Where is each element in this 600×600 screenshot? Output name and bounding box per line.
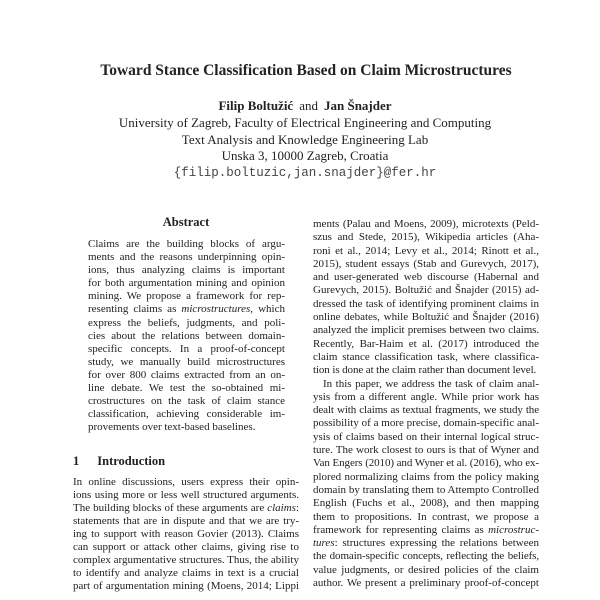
text-segment: szus and Stede, 2015), Wikipedia articles (Aha- — [313, 231, 539, 244]
text-line — [313, 284, 539, 297]
right-column-body — [313, 218, 539, 590]
text-segment: plored normalizing claims from the policy making — [313, 470, 539, 483]
text-line — [313, 245, 539, 258]
text-line — [313, 524, 539, 537]
text-segment: In online discussions, users express their opin- — [73, 476, 299, 488]
text-segment: : — [295, 502, 299, 514]
text-line — [313, 271, 539, 284]
text-line — [313, 311, 539, 324]
text-segment: analyzed the implicit premises between two claims. — [313, 324, 539, 337]
text-segment: provements over text-based baselines. — [88, 421, 256, 434]
text-line — [313, 550, 539, 563]
text-line — [73, 580, 299, 593]
text-segment: crostructures on the task of claim stance — [88, 395, 285, 408]
affiliation-lab: Text Analysis and Knowledge Engineering Lab — [181, 131, 429, 147]
text-segment: tion is done at the claim rather than document level. — [313, 364, 537, 377]
text-line — [73, 528, 299, 541]
text-segment: to identify and analyze claims in text is a crucial — [73, 567, 299, 579]
text-line — [313, 444, 539, 457]
text-line — [88, 317, 285, 330]
text-segment: Recently, Bar-Haim et al. (2017) introduced the — [313, 337, 539, 350]
introduction-body — [73, 476, 299, 593]
emphasized-text: microstructures — [181, 303, 251, 316]
text-line — [313, 231, 539, 244]
text-segment: ions using more or less well structured arguments. — [73, 489, 299, 501]
text-segment: mining. We propose a framework for rep- — [88, 290, 285, 303]
text-line — [313, 404, 539, 417]
text-line — [88, 238, 285, 251]
text-line — [313, 351, 539, 364]
section-number: 1 — [73, 454, 80, 468]
text-segment: for both argumentation mining and opinion — [88, 277, 285, 290]
text-line — [313, 537, 539, 550]
text-segment: ments and the reasons underpinning opin- — [88, 251, 285, 264]
author-line — [0, 98, 600, 115]
text-segment: can support or attack other claims, giving rise to — [73, 541, 299, 553]
text-segment: express the beliefs, judgments, and poli- — [88, 316, 285, 329]
text-line — [313, 457, 539, 470]
emphasized-text: tures — [313, 537, 335, 550]
text-line — [88, 277, 285, 290]
text-segment: dealt with claims as textual fragments, we study the — [313, 404, 539, 417]
text-line — [88, 408, 285, 421]
text-line — [313, 577, 539, 590]
text-segment: Gurevych, 2015). Boltužić and Šnajder (2015) ad- — [313, 284, 539, 297]
text-line — [313, 391, 539, 404]
text-segment: study, we manually build microstructures — [88, 355, 285, 368]
text-line — [88, 395, 285, 408]
text-line — [88, 290, 285, 303]
text-line — [313, 511, 539, 524]
text-segment: ysis from a different angle. While prior work has — [313, 390, 539, 403]
affiliation-block — [0, 115, 600, 181]
text-segment: value judgments, or desired policies of the claim — [313, 563, 539, 576]
text-segment: ments (Palau and Moens, 2009), microtexts (Peld- — [313, 218, 539, 230]
text-line — [73, 554, 299, 567]
text-line — [313, 378, 539, 391]
text-line — [88, 251, 285, 264]
text-segment: cies about the relations between domain- — [88, 329, 285, 342]
text-line — [313, 497, 539, 510]
affiliation-university: University of Zagreb, Faculty of Electrical Engineering and Computing — [118, 115, 492, 130]
text-line — [313, 484, 539, 497]
text-segment: Claims are the building blocks of argu- — [88, 238, 285, 250]
text-line — [88, 303, 285, 316]
paper-title: Toward Stance Classification Based on Claim Microstructures — [100, 62, 512, 79]
text-line — [88, 369, 285, 382]
text-segment: author. We present a preliminary proof-of-concept — [313, 577, 539, 590]
text-segment: claim stance classification task, where classifica- — [313, 350, 539, 363]
author-conjunction: and — [299, 98, 318, 113]
text-line — [313, 431, 539, 444]
text-line — [73, 567, 299, 580]
text-segment: ysis of claims based on their internal logical struc- — [313, 430, 539, 443]
text-segment: classification, achieving considerable im- — [88, 408, 285, 421]
text-segment: , which — [250, 303, 285, 316]
text-line — [88, 330, 285, 343]
text-line — [73, 502, 299, 515]
text-segment: Van Engers (2010) and Wyner et al. (2016), who ex- — [313, 457, 539, 470]
text-line — [313, 471, 539, 484]
text-segment: : structures expressing the relations between — [334, 537, 539, 550]
section-heading-introduction — [73, 453, 165, 469]
abstract-body — [88, 238, 285, 434]
text-line — [313, 324, 539, 337]
text-line — [313, 298, 539, 311]
text-line — [313, 364, 539, 377]
text-segment: English (Fuchs et al., 2008), and then mapping — [313, 497, 539, 510]
text-segment: online debates, while Boltužić and Šnajder (2016) — [313, 311, 539, 324]
text-line — [313, 338, 539, 351]
text-segment: them to propositions. In contrast, we propose a — [313, 510, 539, 523]
text-line — [73, 541, 299, 554]
text-segment: The building blocks of these arguments are — [73, 502, 268, 514]
text-segment: framework for representing claims as — [313, 523, 489, 536]
text-segment: statements that are in dispute and that we are try- — [73, 515, 299, 527]
text-segment: specific concepts. In a proof-of-concept — [88, 342, 285, 355]
text-segment: ions, thus analyzing claims is important — [88, 264, 285, 277]
text-segment: dressed the task of identifying prominent claims in — [313, 297, 539, 310]
text-segment: possibility of a more precise, domain-specific anal- — [313, 417, 539, 430]
emphasized-text: microstruc- — [488, 523, 539, 536]
text-line — [88, 421, 285, 434]
text-line — [313, 258, 539, 271]
text-segment: resenting claims as — [88, 303, 182, 316]
text-segment: domain by translating them to Attempto Controlled — [313, 483, 539, 496]
text-segment: complex argumentative structures. Thus, the ability — [73, 554, 299, 566]
text-line — [313, 218, 539, 231]
text-line — [313, 417, 539, 430]
text-segment: ing to support with reason Govier (2013). Claims — [73, 528, 299, 540]
text-line — [88, 356, 285, 369]
text-line — [313, 564, 539, 577]
text-segment: part of argumentation mining (Moens, 2014; Lippi — [73, 580, 299, 592]
section-title: Introduction — [97, 454, 166, 468]
text-line — [88, 264, 285, 277]
text-segment: In this paper, we address the task of claim anal- — [323, 377, 539, 390]
text-line — [88, 382, 285, 395]
text-line — [73, 476, 299, 489]
text-segment: line debate. We test the so-obtained mi- — [88, 382, 285, 395]
emphasized-text: claims — [267, 502, 296, 514]
text-segment: and user-generated web discourse (Habernal and — [313, 271, 539, 284]
text-line — [73, 515, 299, 528]
text-line — [73, 489, 299, 502]
text-segment: ture. The work closest to ours is that of Wyner and — [313, 444, 539, 457]
text-segment: the domain-specific concepts, reflecting the beliefs, — [313, 550, 539, 563]
author-name: Jan Šnajder — [323, 98, 392, 113]
text-segment: roni et al., 2014; Levy et al., 2014; Rinott et al., — [313, 244, 539, 257]
text-segment: for over 800 claims extracted from an on- — [88, 368, 285, 381]
author-email: {filip.boltuzic,jan.snajder}@fer.hr — [173, 165, 437, 180]
text-segment: 2015), student essays (Stab and Gurevych, 2017), — [313, 257, 539, 270]
abstract-heading: Abstract — [162, 215, 210, 229]
text-line — [88, 343, 285, 356]
author-name: Filip Boltužić — [218, 98, 294, 113]
affiliation-address: Unska 3, 10000 Zagreb, Croatia — [221, 148, 389, 164]
